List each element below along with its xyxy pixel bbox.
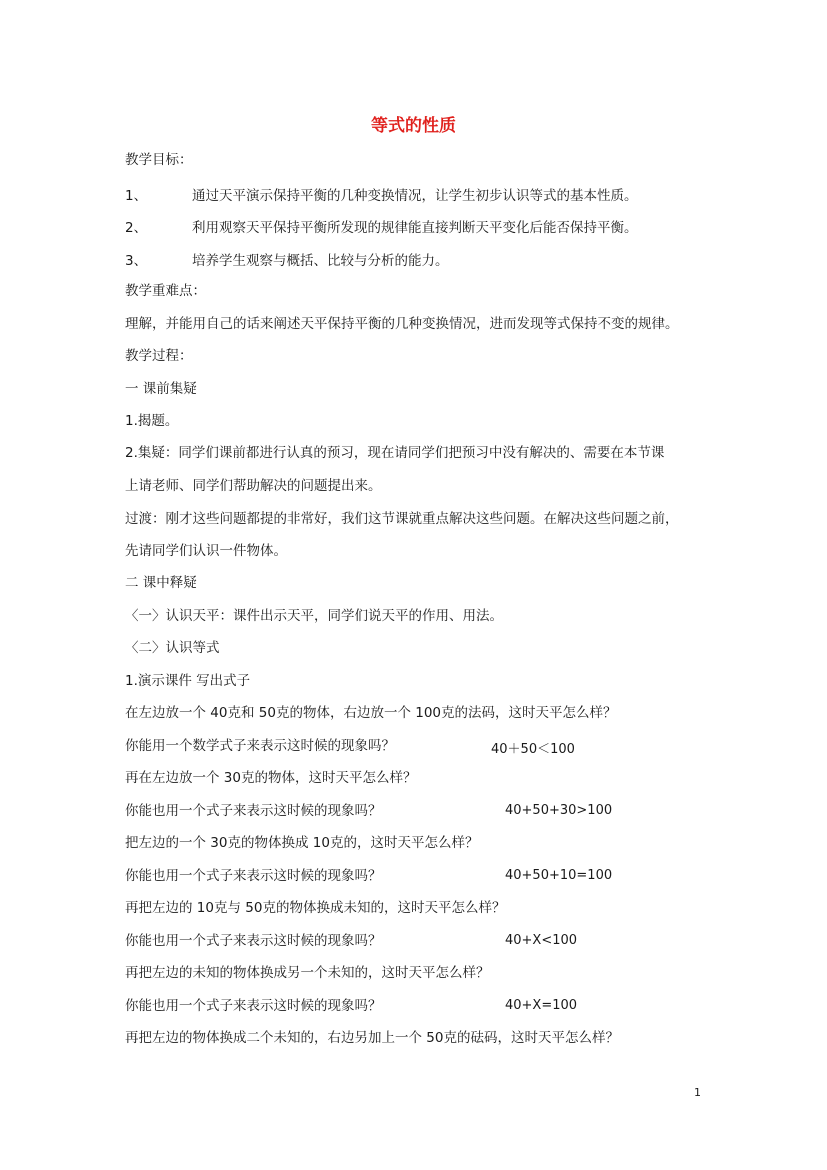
math-expression: 40＋50＜100 bbox=[491, 742, 575, 757]
objective-number: 1、 bbox=[125, 188, 148, 204]
process-heading: 教学过程： bbox=[125, 348, 193, 364]
key-heading: 教学重难点： bbox=[125, 283, 206, 299]
objective-text: 利用观察天平保持平衡所发现的规律能直接判断天平变化后能否保持平衡。 bbox=[192, 220, 638, 236]
paragraph: 再把左边的未知的物体换成另一个未知的，这时天平怎么样？ bbox=[125, 965, 490, 981]
paragraph: 先请同学们认识一件物体。 bbox=[125, 543, 287, 559]
paragraph: 2.集疑：同学们课前都进行认真的预习，现在请同学们把预习中没有解决的、需要在本节课 bbox=[125, 445, 665, 461]
paragraph: 在左边放一个 40克和 50克的物体，右边放一个 100克的法码，这时天平怎么样？ bbox=[125, 705, 617, 721]
objective-text: 培养学生观察与概括、比较与分析的能力。 bbox=[192, 253, 449, 269]
math-expression: 40+50+10=100 bbox=[505, 868, 613, 883]
objectives-heading: 教学目标： bbox=[125, 152, 193, 168]
paragraph: 1.演示课件 写出式子 bbox=[125, 673, 251, 689]
objective-number: 3、 bbox=[125, 253, 148, 269]
paragraph: 再把左边的物体换成二个未知的，右边另加上一个 50克的砝码，这时天平怎么样？ bbox=[125, 1030, 619, 1046]
paragraph: 上请老师、同学们帮助解决的问题提出来。 bbox=[125, 478, 382, 494]
key-text: 理解，并能用自己的话来阐述天平保持平衡的几种变换情况，进而发现等式保持不变的规律。 bbox=[125, 316, 679, 332]
objective-number: 2、 bbox=[125, 220, 148, 236]
page-number: 1 bbox=[694, 1086, 701, 1099]
section-heading: 一 课前集疑 bbox=[125, 381, 197, 397]
paragraph: 过渡：刚才这些问题都提的非常好，我们这节课就重点解决这些问题。在解决这些问题之前， bbox=[125, 511, 679, 527]
section-heading: 二 课中释疑 bbox=[125, 575, 197, 591]
paragraph: 〈二〉认识等式 bbox=[125, 640, 220, 656]
math-expression: 40+X<100 bbox=[505, 933, 578, 948]
question: 你能用一个数学式子来表示这时候的现象吗？ bbox=[125, 738, 395, 754]
question: 你能也用一个式子来表示这时候的现象吗？ bbox=[125, 868, 382, 884]
math-expression: 40+X=100 bbox=[505, 998, 578, 1013]
question: 你能也用一个式子来表示这时候的现象吗？ bbox=[125, 933, 382, 949]
paragraph: 〈一〉认识天平：课件出示天平，同学们说天平的作用、用法。 bbox=[125, 608, 503, 624]
objective-text: 通过天平演示保持平衡的几种变换情况，让学生初步认识等式的基本性质。 bbox=[192, 188, 638, 204]
paragraph: 再在左边放一个 30克的物体，这时天平怎么样？ bbox=[125, 770, 417, 786]
paragraph: 把左边的一个 30克的物体换成 10克的，这时天平怎么样？ bbox=[125, 835, 479, 851]
paragraph: 再把左边的 10克与 50克的物体换成未知的，这时天平怎么样？ bbox=[125, 900, 506, 916]
paragraph: 1.揭题。 bbox=[125, 413, 179, 429]
math-expression: 40+50+30>100 bbox=[505, 803, 613, 818]
question: 你能也用一个式子来表示这时候的现象吗？ bbox=[125, 803, 382, 819]
page-title: 等式的性质 bbox=[371, 116, 456, 136]
question: 你能也用一个式子来表示这时候的现象吗？ bbox=[125, 998, 382, 1014]
